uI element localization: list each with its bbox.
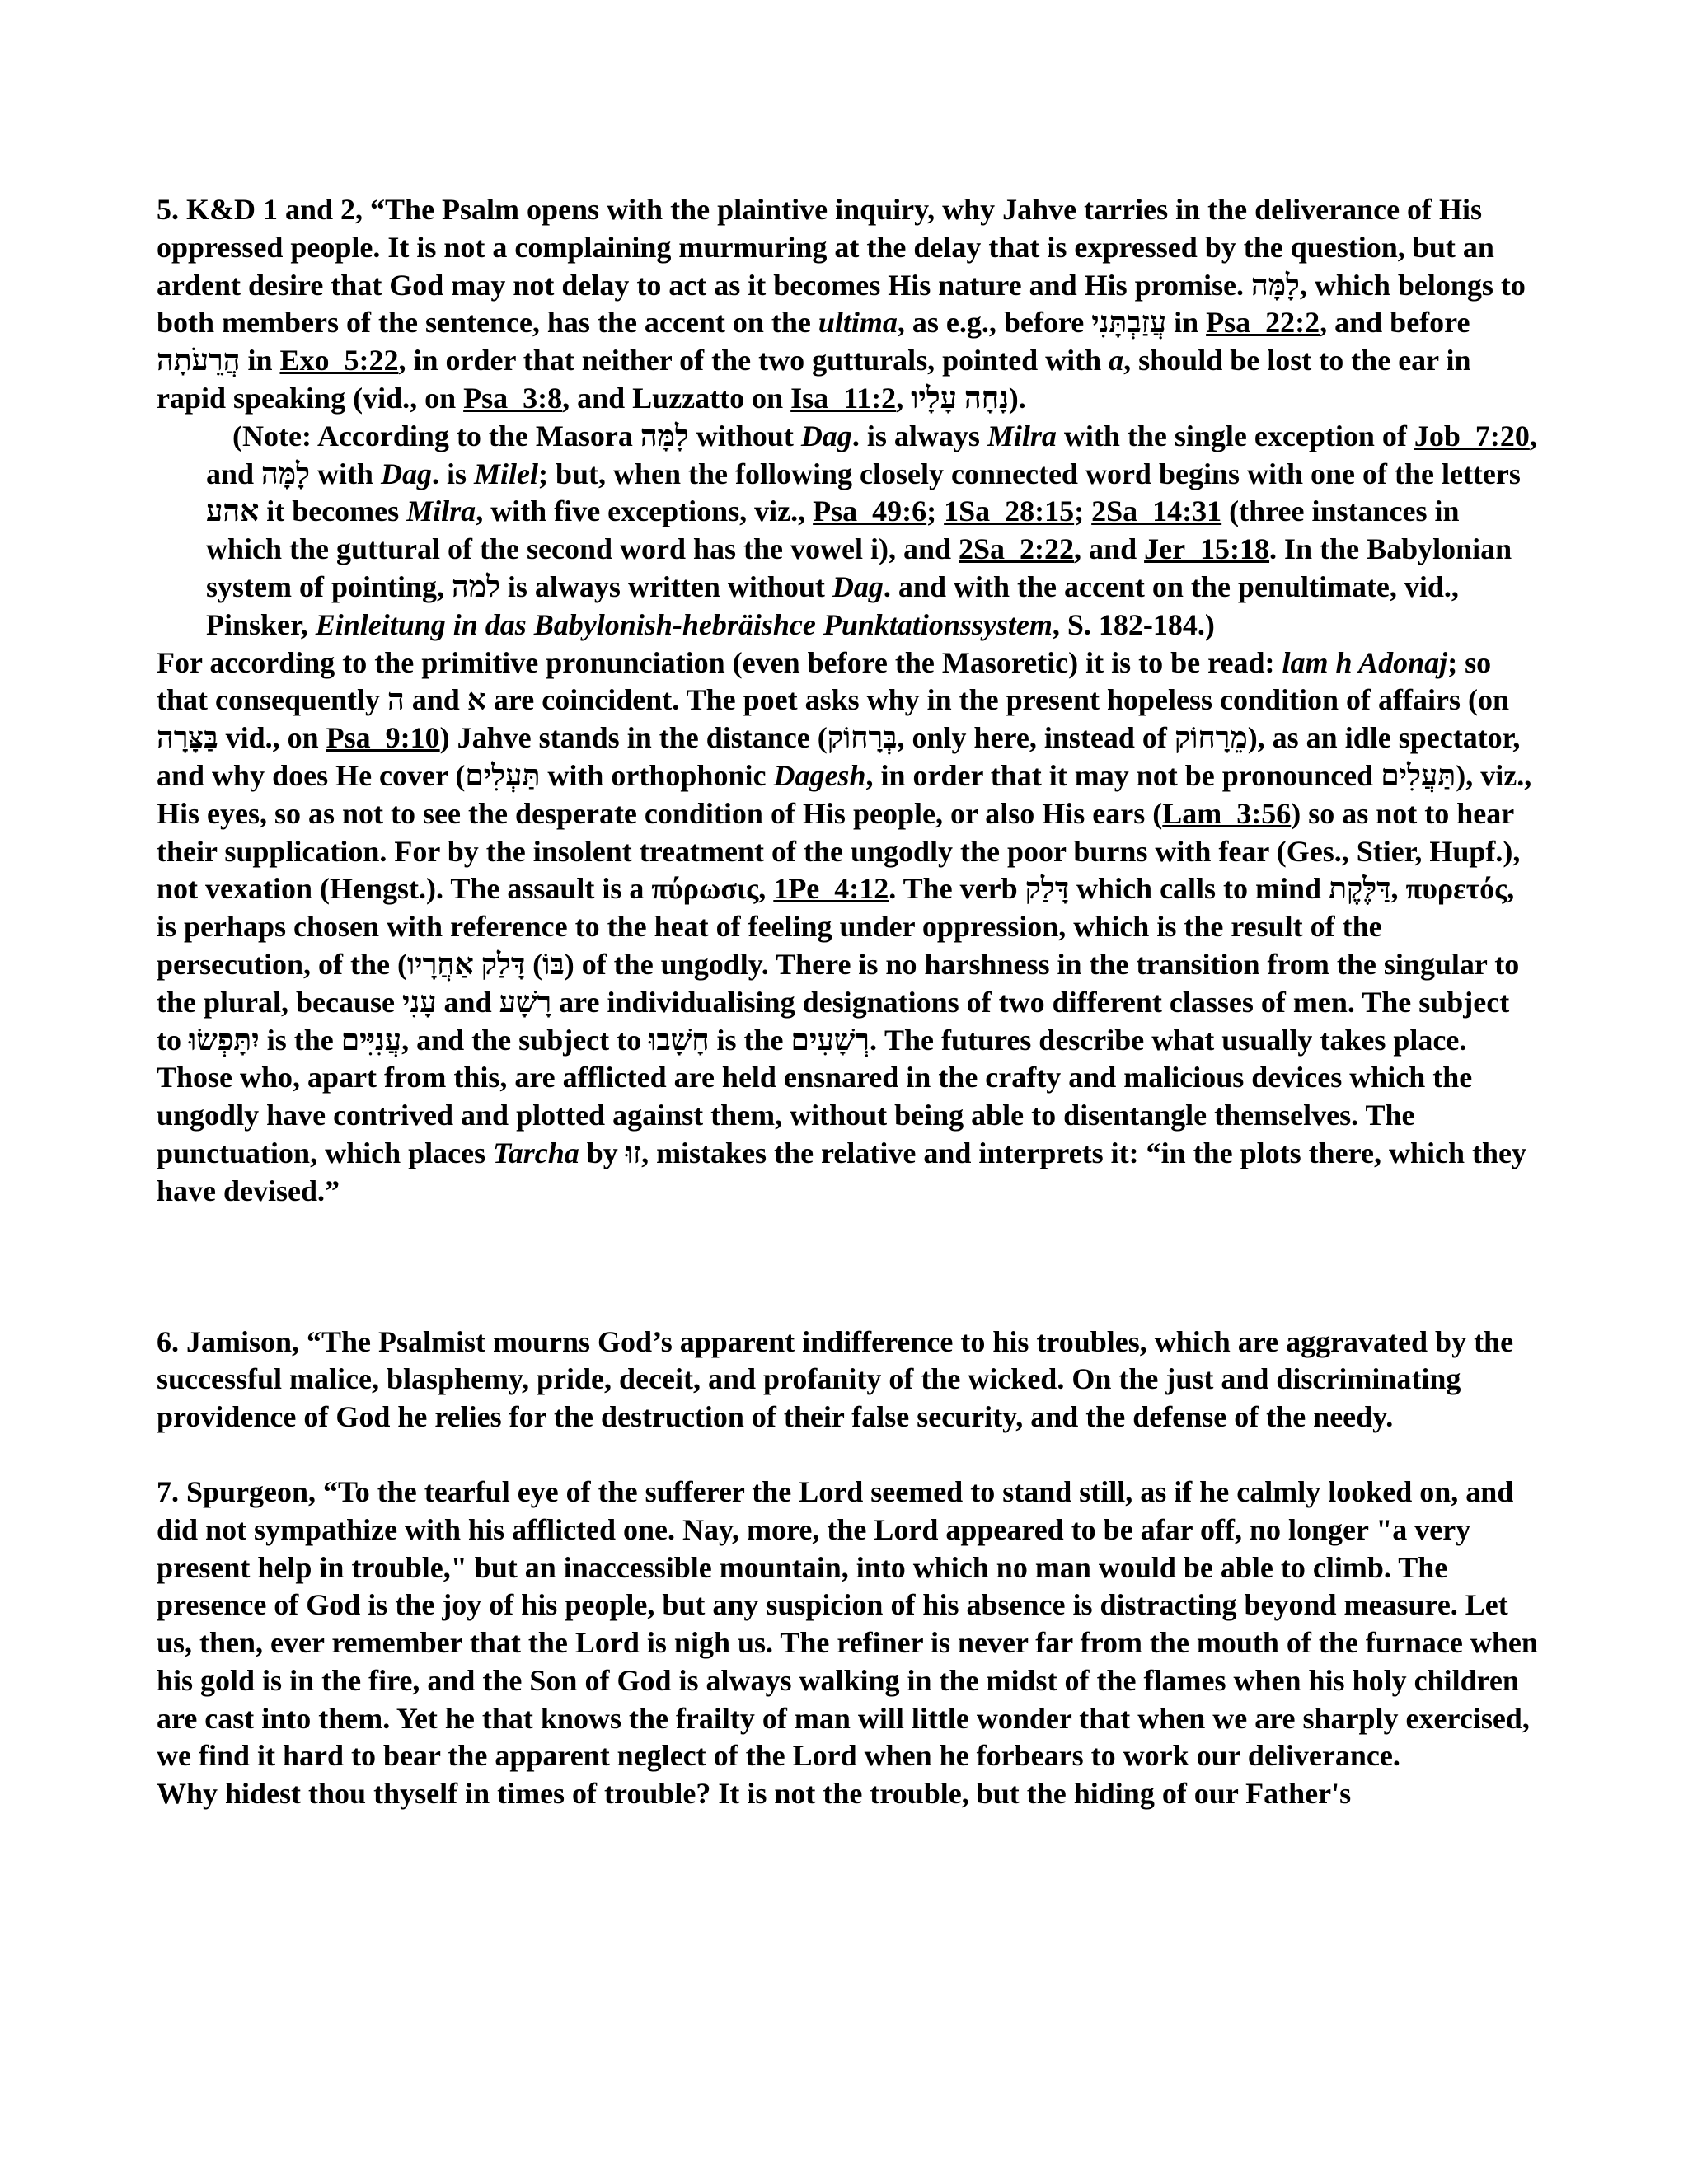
- document-body: [157, 191, 1541, 1813]
- paragraph-5-continued: [157, 644, 1541, 1211]
- hebrew-word: בַּצָּרָה: [157, 721, 218, 755]
- text: , with five exceptions, viz.,: [476, 494, 814, 528]
- text: are individualising designations of two different classes of men. The subject to: [157, 985, 1510, 1057]
- hebrew-word: תַּעֲלִים: [1381, 758, 1456, 792]
- hebrew-word: נָחָה עָלָיו: [911, 381, 1009, 415]
- text: , as e.g., before: [897, 306, 1092, 340]
- hebrew-word: הֲרֵעֹתָה: [157, 344, 241, 377]
- text: , and Luzzatto on: [562, 381, 791, 415]
- text: (Note: According to the Masora: [232, 419, 640, 452]
- text: is the: [709, 1023, 791, 1057]
- scripture-link[interactable]: Lam_3:56: [1162, 796, 1292, 830]
- text: and: [404, 683, 467, 717]
- italic-term: Dag: [832, 569, 884, 603]
- text: ;: [926, 494, 945, 528]
- hebrew-word: תַּעְלִים: [465, 758, 541, 792]
- text: ,: [896, 381, 912, 415]
- text: is always written without: [499, 569, 832, 603]
- text: by: [579, 1136, 626, 1169]
- text: 5. K&D 1 and 2, “The Psalm opens with the plaintive inquiry, why Jahve tarries in the deliverance of His oppressed people. It is not a complaining murmuring at the delay that is expressed by the question, but an ardent desire that God may not delay to act as it becomes His nature and His promise.: [157, 193, 1494, 302]
- scripture-link[interactable]: Job_7:20: [1414, 419, 1530, 452]
- text: (: [525, 947, 543, 981]
- hebrew-word: יִתָּפְשׂוּ: [189, 1023, 260, 1057]
- paragraph-6-jamison: 6. Jamison, “The Psalmist mourns God’s apparent indifference to his troubles, which are aggravated by the successful malice, blasphemy, pride, deceit, and profanity of the wicked. On the just and discriminating providence of God he relies for the destruction of their false security, and the defense of the needy.: [157, 1324, 1514, 1434]
- hebrew-word: למה: [452, 569, 500, 603]
- italic-term: a: [1109, 344, 1124, 377]
- scripture-link[interactable]: 2Sa_14:31: [1091, 494, 1222, 528]
- text: are coincident. The poet asks why in the present hopeless condition of affairs (on: [485, 683, 1509, 717]
- text: . is always: [851, 419, 987, 452]
- paragraph-8-question: Why hidest thou thyself in times of trouble? It is not the trouble, but the hiding of our Father's: [157, 1777, 1352, 1811]
- paragraph-spacer: [157, 1436, 1541, 1474]
- text: ; so that consequently: [157, 645, 1492, 717]
- italic-term: Tarcha: [493, 1136, 579, 1169]
- text: ), as an idle spectator, and why does He cover (: [157, 721, 1521, 792]
- hebrew-word: רְשָׁעִים: [790, 1023, 870, 1057]
- text: , S. 182-184.): [1052, 607, 1215, 641]
- scripture-link[interactable]: Psa_9:10: [326, 721, 440, 755]
- text: with orthophonic: [540, 758, 774, 792]
- scripture-link[interactable]: 2Sa_2:22: [959, 532, 1075, 566]
- italic-term: Milel: [473, 457, 538, 490]
- text: , πυρετός, is perhaps chosen with reference to the heat of feeling under oppression, which is the result of the persecution, of the (: [157, 872, 1515, 981]
- text: and: [436, 985, 499, 1019]
- text: , which belongs to both members of the sentence, has the accent on the: [157, 268, 1526, 340]
- scripture-link[interactable]: 1Pe_4:12: [773, 872, 889, 906]
- text: . is: [431, 457, 474, 490]
- text: (three instances in which the guttural of the second word has the vowel i), and: [206, 494, 1460, 566]
- hebrew-word: זוּ: [625, 1136, 642, 1169]
- text: For according to the primitive pronunciation (even before the Masoretic) it is to be read:: [157, 645, 1282, 679]
- text: ; but, when the following closely connected word begins with one of the letters: [537, 457, 1521, 490]
- hebrew-word: דָּלַק: [1025, 872, 1070, 906]
- hebrew-word: בְּרָחוֹק: [827, 721, 898, 755]
- text: in: [1166, 306, 1207, 340]
- scripture-link[interactable]: Isa_11:2: [790, 381, 897, 415]
- italic-term: Dagesh: [773, 758, 866, 792]
- text: ) of the ungodly. There is no harshness in the transition from the singular to the plural, because: [157, 947, 1520, 1019]
- hebrew-word: דָּלַק אַחֲרָיו: [406, 947, 526, 981]
- text: , in order that it may not be pronounced: [865, 758, 1381, 792]
- hebrew-word: חָשָׁבוּ: [649, 1023, 710, 1057]
- italic-term: Dag: [800, 419, 852, 452]
- italic-term: ultima: [818, 306, 898, 340]
- text: ) so as not to hear their supplication. For by the insolent treatment of the ungodly the poor burns with fear (Ges., Stier, Hupf.), not vexation (Hengst.). The assault is a πύρωσις,: [157, 796, 1521, 906]
- italic-term: Milra: [987, 419, 1057, 452]
- text: , and before: [1320, 306, 1470, 340]
- paragraph-5-kd: [157, 191, 1541, 418]
- hebrew-word: ה: [387, 683, 405, 717]
- hebrew-word: רָשָׁע: [499, 985, 552, 1019]
- text: with the single exception of: [1056, 419, 1414, 452]
- text: in: [240, 344, 280, 377]
- scripture-link[interactable]: Psa_3:8: [463, 381, 563, 415]
- text: , and the subject to: [401, 1023, 649, 1057]
- paragraph-7-spurgeon: 7. Spurgeon, “To the tearful eye of the sufferer the Lord seemed to stand still, as if he calmly looked on, and did not sympathize with his afflicted one. Nay, more, the Lord appeared to be afar off, no longer "a very present help in trouble," but an inaccessible mountain, into which no man would be able to climb. The presence of God is the joy of his people, but any suspicion of his absence is distracting beyond measure. Let us, then, ever remember that the Lord is nigh us. The refiner is never far from the mouth of the furnace when his gold is in the fire, and the Son of God is always walking in the midst of the flames when his holy children are cast into them. Yet he that knows the frailty of man will little wonder that when we are sharply exercised, we find it hard to bear the apparent neglect of the Lord when he forbears to work our deliverance.: [157, 1474, 1538, 1773]
- text: ) Jahve stands in the distance (: [439, 721, 828, 755]
- italic-term: Dag: [380, 457, 432, 490]
- hebrew-word: לָמָּה: [640, 419, 689, 452]
- hebrew-word: לָמָּה: [261, 457, 310, 490]
- text: it becomes: [259, 494, 407, 528]
- hebrew-word: בּוֹ: [542, 947, 565, 981]
- text: , and: [1074, 532, 1145, 566]
- text: , should be lost to the ear in rapid speaking (vid., on: [157, 344, 1471, 415]
- text: , mistakes the relative and interprets it: “in the plots there, which they have devised.”: [157, 1136, 1526, 1207]
- text: . The verb: [889, 872, 1025, 906]
- text: with: [309, 457, 381, 490]
- hebrew-word: עָנִי: [402, 985, 437, 1019]
- hebrew-word: לָמָּה: [1250, 268, 1300, 302]
- text: vid., on: [218, 721, 326, 755]
- text: is the: [259, 1023, 341, 1057]
- italic-book-title: Einleitung in das Babylonish-hebräishce Punktationssystem: [315, 607, 1053, 641]
- masora-note: [157, 418, 1541, 644]
- scripture-link[interactable]: Psa_22:2: [1206, 306, 1320, 340]
- italic-term: lam h Adonaj: [1282, 645, 1448, 679]
- hebrew-word: דַּלֶּקֶת: [1329, 872, 1391, 906]
- text: ).: [1008, 381, 1026, 415]
- italic-term: Milra: [406, 494, 476, 528]
- paragraph-spacer: [157, 1211, 1541, 1324]
- text: which calls to mind: [1069, 872, 1329, 906]
- scripture-link[interactable]: Exo_5:22: [279, 344, 399, 377]
- text: ;: [1074, 494, 1092, 528]
- hebrew-word: א: [467, 683, 486, 717]
- hebrew-word: אהע: [206, 494, 260, 528]
- scripture-link[interactable]: Jer_15:18: [1144, 532, 1270, 566]
- text: . The futures describe what usually takes place. Those who, apart from this, are afflicted are held ensnared in the crafty and malicious devices which the ungodly have contrived and plotted against them, without being able to disentangle themselves. The punctuation, which places: [157, 1023, 1473, 1169]
- text: without: [688, 419, 801, 452]
- text: , and: [206, 419, 1537, 490]
- text: , in order that neither of the two gutturals, pointed with: [398, 344, 1109, 377]
- text: ), viz., His eyes, so as not to see the desperate condition of His people, or also His ears (: [157, 758, 1532, 830]
- text: . and with the accent on the penultimate, vid., Pinsker,: [206, 569, 1459, 641]
- scripture-link[interactable]: 1Sa_28:15: [944, 494, 1075, 528]
- scripture-link[interactable]: Psa_49:6: [813, 494, 927, 528]
- text: , only here, instead of: [897, 721, 1175, 755]
- text: . In the Babylonian system of pointing,: [206, 532, 1512, 603]
- hebrew-word: עֲנִיִּים: [340, 1023, 402, 1057]
- hebrew-word: מֵרָחוֹק: [1174, 721, 1248, 755]
- hebrew-word: עֲזַבְתָּנִי: [1091, 306, 1167, 340]
